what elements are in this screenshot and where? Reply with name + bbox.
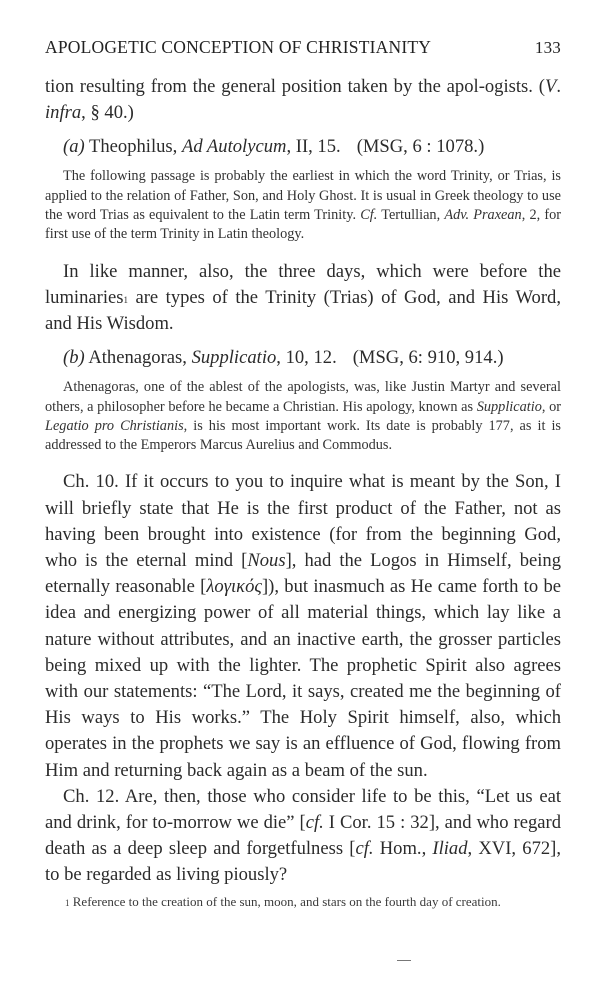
printer-mark: [397, 960, 411, 961]
citation-a: (MSG, 6 : 1078.): [356, 136, 485, 158]
footnote-reference[interactable]: 1: [123, 294, 128, 305]
page-number: 133: [534, 38, 561, 57]
source-heading-a: (a) Theophilus, Ad Autolycum, II, 15. (MSG, 6 : 1078.): [63, 136, 485, 158]
editorial-note-b: Athenagoras, one of the ablest of the apologists, was, like Justin Martyr and several others, a philosopher before he became a Christian. His apology, known as Supplicatio, or Legatio pro Christianis, is his most important work. Its date is probably 177, as it is addressed to the Emperors Marcus Aurelius and Commodus.: [45, 379, 561, 454]
source-heading-b: (b) Athenagoras, Supplicatio, 10, 12. (MSG, 6: 910, 914.): [63, 347, 504, 369]
footnote: [47, 893, 561, 910]
footnote-marker: 1: [65, 897, 70, 908]
intro-paragraph: tion resulting from the general position taken by the apol-ogists. (V. infra, § 40.): [45, 76, 561, 124]
quotation-chapter-12: Ch. 12. Are, then, those who consider life to be this, “Let us eat and drink, for to-morrow we die” [cf. I Cor. 15 : 32], and who regard death as a deep sleep and forgetfulness [cf. Hom., Iliad, XVI, 672], to be regarded as living piously?: [45, 785, 561, 886]
quotation-chapter-10: Ch. 10. If it occurs to you to inquire what is meant by the Son, I will briefly state that He is the first product of the Father, not as having been brought into existence (for from the beginning God, who is the eternal mind [Nous], had the Logos in Himself, being eternally reasonable [λογικός]), but inasmuch as He came forth to be idea and energizing power of all material things, which lay like a nature without attributes, and an inactive earth, the grosser particles being mixed up with the lighter. The prophetic Spirit also agrees with our statements: “The Lord, it says, created me the beginning of His ways to His works.” The Holy Spirit himself, also, which operates in the prophets we say is an effluence of God, flowing from Him and returning back again as a beam of the sun.: [45, 471, 561, 781]
quotation-theophilus: In like manner, also, the three days, which were before the luminaries$^1$ are types of the Trinity (Trias) of God, and His Word, and His Wisdom.: [45, 260, 561, 334]
running-header: [45, 37, 561, 58]
running-title: APOLOGETIC CONCEPTION OF CHRISTIANITY: [45, 37, 432, 57]
editorial-note-a: The following passage is probably the earliest in which the word Trinity, or Trias, is applied to the relation of Father, Son, and Holy Ghost. It is usual in Greek theology to use the word Trias as equivalent to the Latin term Trinity. Cf. Tertullian, Adv. Praxean, 2, for first use of the term Trinity in Latin theology.: [45, 168, 562, 243]
citation-b: (MSG, 6: 910, 914.): [352, 347, 504, 369]
footnote-text: Reference to the creation of the sun, moon, and stars on the fourth day of creation.: [72, 893, 501, 909]
greek-term: λογικός: [206, 576, 262, 598]
book-page: [45, 37, 561, 910]
